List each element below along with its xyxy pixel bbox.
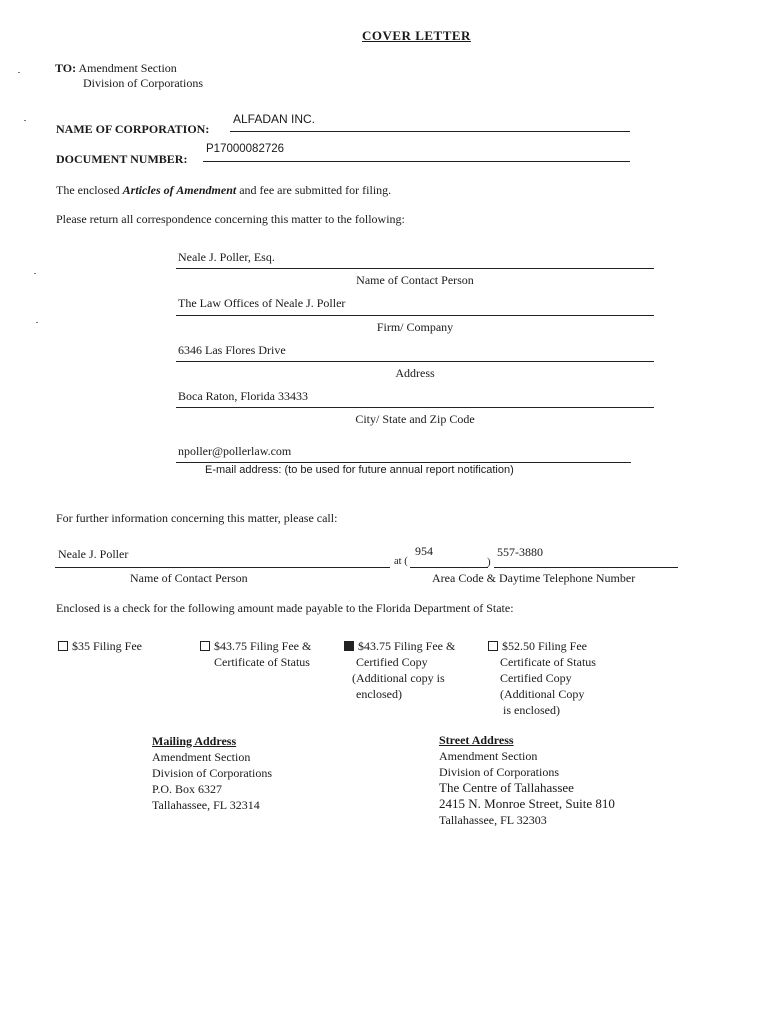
mailing-line: Tallahassee, FL 32314	[152, 798, 260, 812]
articles-of-amendment: Articles of Amendment	[122, 183, 237, 197]
fee-line: $43.75 Filing Fee &	[214, 639, 312, 653]
corporation-underline	[230, 131, 630, 132]
fee-line: Certified Copy	[500, 671, 572, 685]
fee-option-35[interactable]	[58, 639, 142, 654]
mailing-line: Amendment Section	[152, 750, 251, 764]
contact-name-line	[176, 268, 654, 269]
fee-line: (Additional copy is	[352, 671, 445, 685]
scan-speck	[36, 322, 38, 323]
scan-speck	[24, 120, 26, 121]
phone-number-line	[494, 567, 678, 568]
address-line	[176, 361, 654, 362]
to-block	[55, 61, 177, 76]
mailing-heading: Mailing Address	[152, 734, 237, 748]
return-statement: Please return all correspondence concerning this matter to the following:	[56, 212, 405, 226]
fee-checkbox[interactable]	[58, 641, 68, 651]
document-number-underline	[203, 161, 630, 162]
area-code-line	[410, 567, 488, 568]
to-line1: Amendment Section	[78, 61, 177, 75]
fee-line: $35 Filing Fee	[72, 639, 143, 653]
area-code-value: 954	[415, 544, 433, 558]
email-value: npoller@pollerlaw.com	[178, 444, 292, 458]
fee-option-52[interactable]	[488, 638, 596, 718]
firm-caption: Firm/ Company	[376, 320, 454, 334]
enclosed-prefix: The enclosed	[56, 183, 120, 197]
mailing-line: P.O. Box 6327	[152, 782, 223, 796]
firm-value: The Law Offices of Neale J. Poller	[178, 296, 346, 310]
street-address-block	[439, 732, 615, 828]
enclosed-statement	[56, 183, 391, 198]
street-line: The Centre of Tallahassee	[439, 780, 574, 795]
at-label: at (	[394, 556, 408, 567]
email-line	[176, 462, 631, 463]
fee-line: $43.75 Filing Fee &	[358, 639, 456, 653]
address-value: 6346 Las Flores Drive	[178, 343, 286, 357]
city-value: Boca Raton, Florida 33433	[178, 389, 308, 403]
fee-line: (Additional Copy	[500, 687, 585, 701]
phone-number-value: 557-3880	[497, 545, 543, 559]
fee-option-43-status[interactable]	[200, 638, 311, 670]
mailing-address-block	[152, 733, 272, 813]
address-caption: Address	[395, 366, 435, 380]
document-number-label: DOCUMENT NUMBER:	[56, 152, 188, 166]
phone-contact-value: Neale J. Poller	[58, 547, 129, 561]
street-line: Tallahassee, FL 32303	[439, 813, 547, 827]
enclosed-check-statement: Enclosed is a check for the following amount made payable to the Florida Department of State:	[56, 601, 514, 615]
street-heading: Street Address	[439, 733, 514, 747]
phone-caption: Area Code & Daytime Telephone Number	[432, 571, 636, 585]
fee-line: Certificate of Status	[500, 655, 596, 669]
contact-name-caption: Name of Contact Person	[356, 273, 474, 287]
phone-contact-caption: Name of Contact Person	[130, 571, 248, 585]
fee-line: enclosed)	[356, 687, 402, 701]
mailing-line: Division of Corporations	[152, 766, 272, 780]
page-title: COVER LETTER	[362, 28, 471, 43]
fee-line: is enclosed)	[503, 703, 560, 717]
scan-speck	[18, 72, 20, 73]
street-line: Division of Corporations	[439, 765, 559, 779]
fee-option-43-copy[interactable]	[344, 638, 455, 702]
fee-checkbox[interactable]	[488, 641, 498, 651]
scan-speck	[34, 273, 36, 274]
fee-checkbox-checked[interactable]	[344, 641, 354, 651]
street-line: 2415 N. Monroe Street, Suite 810	[439, 796, 615, 811]
fee-line: Certified Copy	[356, 655, 428, 669]
to-label: TO:	[55, 61, 77, 75]
email-caption: E-mail address: (to be used for future annual report notification)	[205, 464, 514, 476]
close-paren: )	[487, 556, 491, 568]
fee-checkbox[interactable]	[200, 641, 210, 651]
enclosed-suffix: and fee are submitted for filing.	[239, 183, 392, 197]
phone-contact-line	[55, 567, 390, 568]
city-caption: City/ State and Zip Code	[355, 412, 475, 426]
further-info: For further information concerning this matter, please call:	[56, 511, 338, 525]
city-line	[176, 407, 654, 408]
fee-line: $52.50 Filing Fee	[502, 639, 588, 653]
corporation-value: ALFADAN INC.	[233, 112, 316, 126]
street-line: Amendment Section	[439, 749, 538, 763]
document-number-value: P17000082726	[206, 143, 285, 155]
to-line2: Division of Corporations	[83, 76, 203, 90]
fee-line: Certificate of Status	[214, 655, 310, 669]
contact-name-value: Neale J. Poller, Esq.	[178, 250, 275, 264]
firm-line	[176, 315, 654, 316]
corporation-label: NAME OF CORPORATION:	[56, 122, 210, 136]
